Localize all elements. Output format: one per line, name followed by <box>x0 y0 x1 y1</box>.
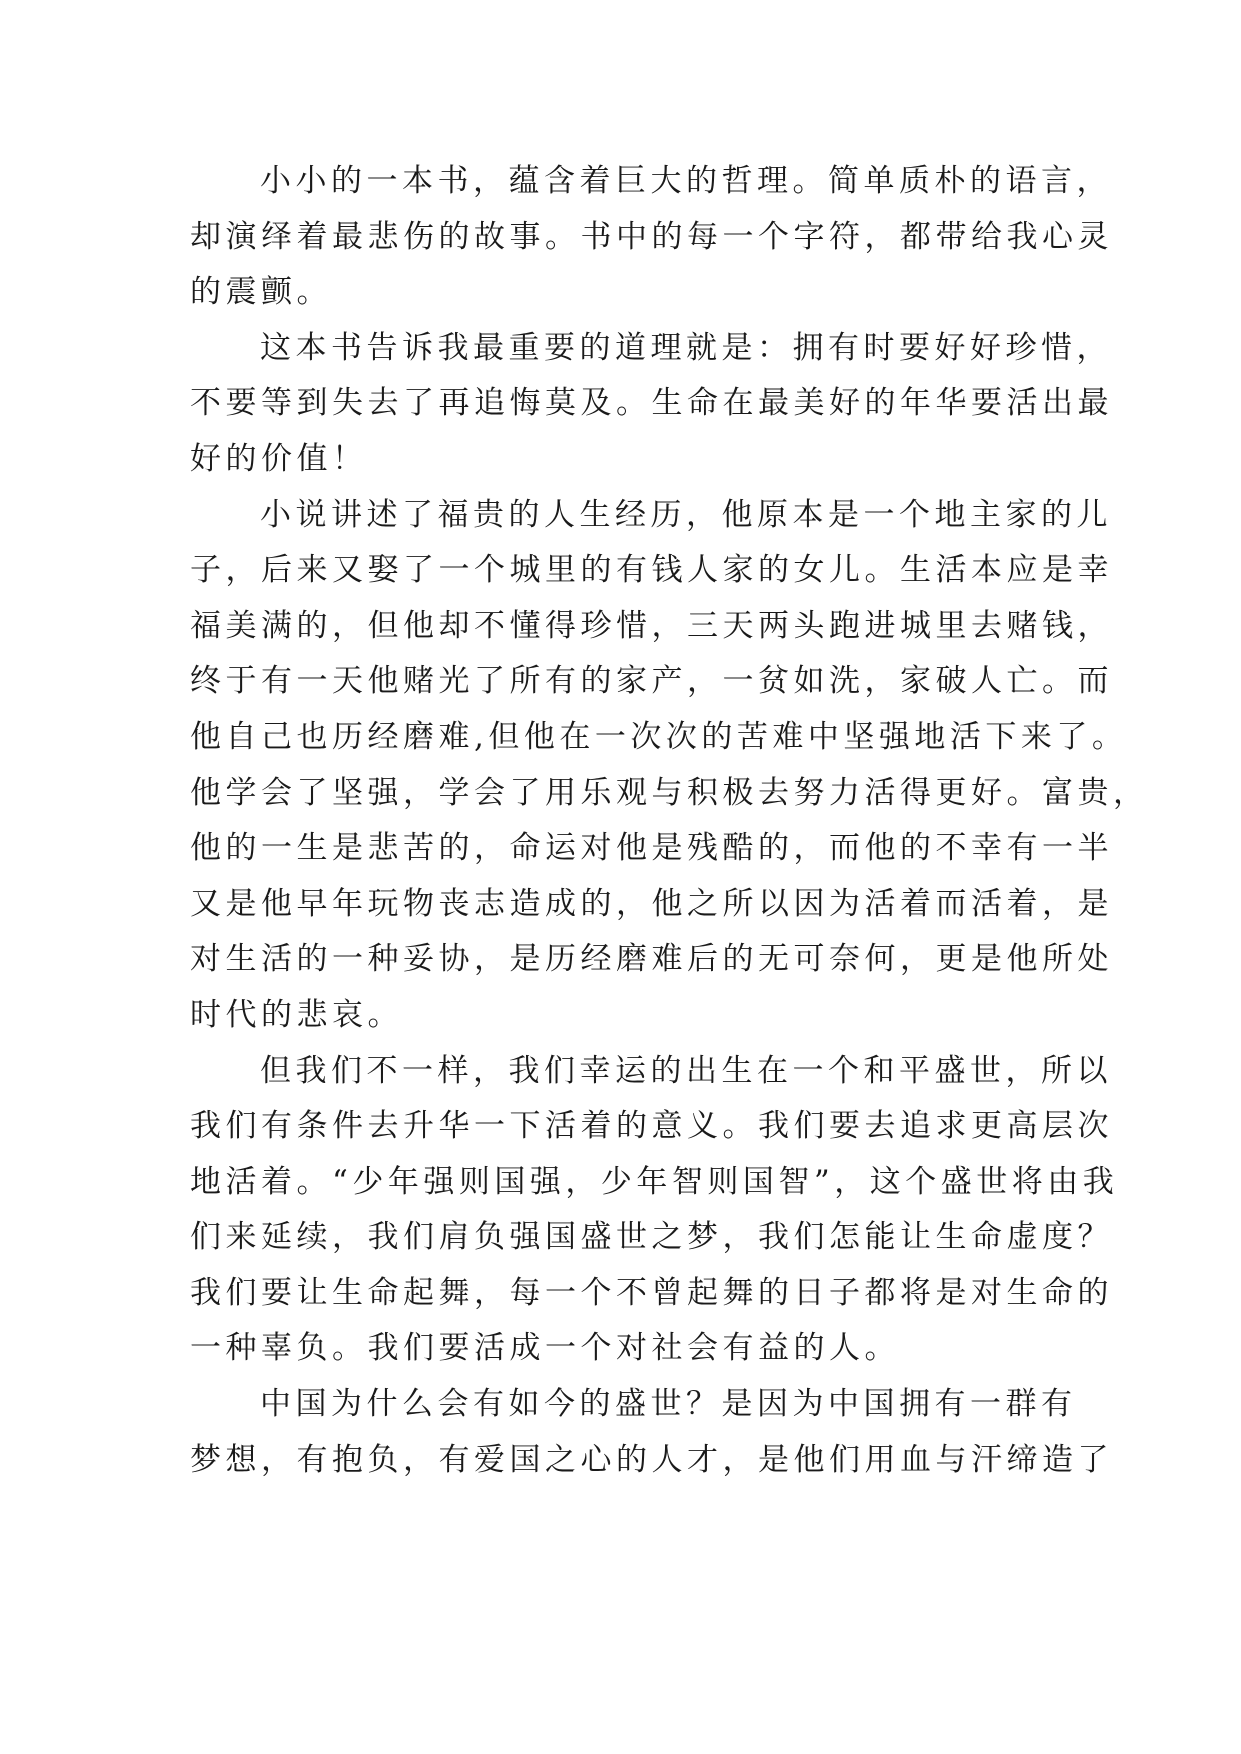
paragraph-1 <box>190 154 1113 321</box>
text-line: 我们有条件去升华一下活着的意义。我们要去追求更高层次 <box>190 1108 1113 1145</box>
text-line: 小小的一本书，蕴含着巨大的哲理。简单质朴的语言， <box>260 163 1112 199</box>
text-line: 的震颤。 <box>190 274 332 311</box>
paragraph-2 <box>190 321 1113 488</box>
text-line: 梦想，有抱负，有爱国之心的人才，是他们用血与汗缔造了 <box>190 1441 1113 1478</box>
body-text <box>190 154 1149 1488</box>
text-line: 一种辜负。我们要活成一个对社会有益的人。 <box>190 1330 900 1367</box>
text-line: 他学会了坚强，学会了用乐观与积极去努力活得更好。富贵， <box>190 774 1149 811</box>
paragraph-3 <box>190 488 1149 1044</box>
text-line: 不要等到失去了再追悔莫及。生命在最美好的年华要活出最 <box>190 385 1113 422</box>
text-line: 他自己也历经磨难,但他在一次次的苦难中坚强地活下来了。 <box>190 718 1128 755</box>
text-line: 对生活的一种妥协，是历经磨难后的无可奈何，更是他所处 <box>190 941 1113 978</box>
text-line: 他的一生是悲苦的，命运对他是残酷的，而他的不幸有一半 <box>190 830 1113 867</box>
text-line: 却演绎着最悲伤的故事。书中的每一个字符，都带给我心灵 <box>190 218 1113 255</box>
text-line: 时代的悲哀。 <box>190 996 403 1033</box>
paragraph-5 <box>190 1377 1113 1488</box>
text-line: 子，后来又娶了一个城里的有钱人家的女儿。生活本应是幸 <box>190 552 1113 589</box>
text-line: 中国为什么会有如今的盛世？是因为中国拥有一群有 <box>260 1386 1077 1423</box>
text-line: 小说讲述了福贵的人生经历，他原本是一个地主家的儿 <box>260 496 1112 533</box>
text-line: 这本书告诉我最重要的道理就是：拥有时要好好珍惜， <box>260 329 1112 366</box>
paragraph-4 <box>190 1044 1119 1378</box>
text-line: 但我们不一样，我们幸运的出生在一个和平盛世，所以 <box>260 1052 1112 1089</box>
text-line: 又是他早年玩物丧志造成的，他之所以因为活着而活着，是 <box>190 885 1113 922</box>
text-line: 好的价值！ <box>190 440 368 477</box>
text-line: 我们要让生命起舞，每一个不曾起舞的日子都将是对生命的 <box>190 1274 1113 1311</box>
text-line: 们来延续，我们肩负强国盛世之梦，我们怎能让生命虚度？ <box>190 1219 1113 1256</box>
text-line: 地活着。“少年强则国强，少年智则国智”，这个盛世将由我 <box>190 1163 1119 1200</box>
text-line: 福美满的，但他却不懂得珍惜，三天两头跑进城里去赌钱， <box>190 607 1113 644</box>
text-line: 终于有一天他赌光了所有的家产，一贫如洗，家破人亡。而 <box>190 663 1113 700</box>
